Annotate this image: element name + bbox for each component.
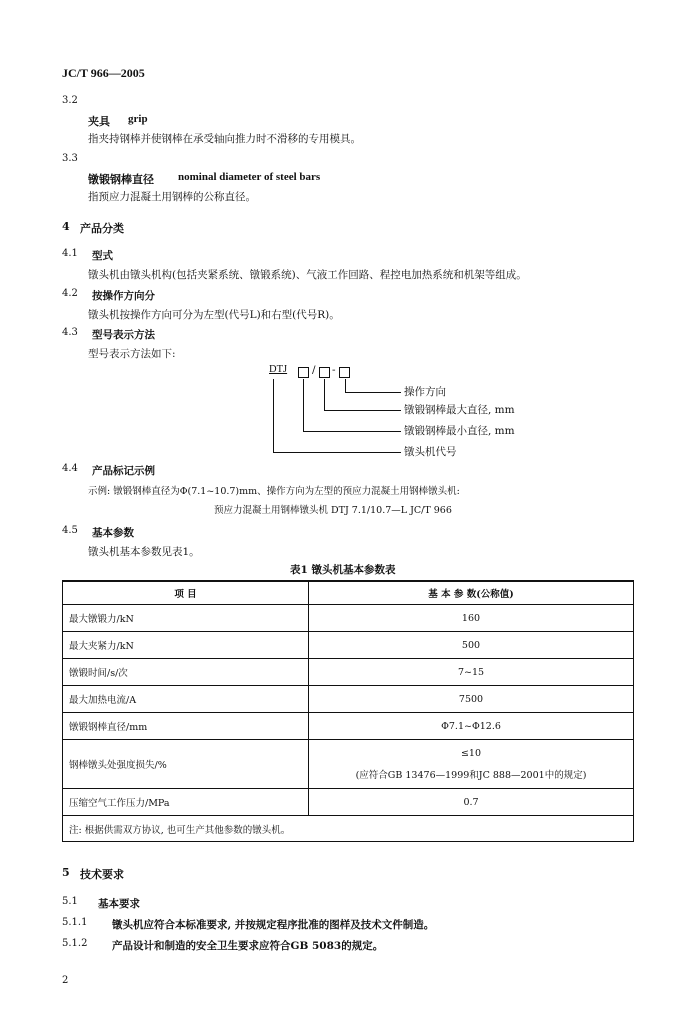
term-definition: 指预应力混凝土用钢棒的公称直径。	[88, 191, 256, 203]
table-row	[63, 632, 634, 659]
term-cn: 夹具	[88, 115, 110, 128]
clause-title: 按操作方向分	[92, 290, 155, 302]
leader-line	[345, 379, 346, 392]
clause-number: 3.3	[62, 153, 78, 164]
clause-body: 型号表示方法如下:	[88, 348, 176, 360]
param-value-note: (应符合GB 13476—1999和JC 888—2001中的规定)	[355, 769, 587, 781]
clause-title: 产品标记示例	[92, 465, 155, 477]
param-name: 钢棒镦头处强度损失/%	[63, 740, 309, 789]
param-name: 最大夹紧力/kN	[63, 632, 309, 659]
placeholder-box-max-diameter	[319, 367, 330, 378]
section-number: 4	[62, 220, 70, 233]
table-row	[63, 713, 634, 740]
table-note-row	[63, 816, 634, 842]
clause-title: 型式	[92, 250, 113, 262]
model-designation-diagram	[266, 364, 566, 464]
param-value: Φ7.1~Φ12.6	[309, 713, 634, 740]
standard-code: JC/T 966—2005	[62, 66, 145, 80]
leader-line	[345, 392, 401, 393]
clause-body: 镦头机应符合本标准要求, 并按规定程序批准的图样及技术文件制造。	[112, 919, 435, 931]
param-name: 最大镦锻力/kN	[63, 605, 309, 632]
clause-number: 4.1	[62, 248, 78, 259]
clause-number: 5.1	[62, 896, 78, 907]
placeholder-box-direction	[339, 367, 350, 378]
clause-number: 3.2	[62, 95, 78, 106]
section-title: 产品分类	[80, 222, 124, 235]
section-title: 技术要求	[80, 868, 124, 881]
example-text: 示例: 镦锻钢棒直径为Φ(7.1~10.7)mm、操作方向为左型的预应力混凝土用钢棒镦头机:	[88, 486, 460, 497]
clause-number: 4.2	[62, 288, 78, 299]
clause-title: 基本要求	[98, 898, 140, 910]
parameters-table	[62, 580, 634, 842]
leader-line	[273, 379, 274, 452]
clause-body: 产品设计和制造的安全卫生要求应符合GB 5083的规定。	[112, 940, 384, 952]
table-row	[63, 740, 634, 789]
clause-number: 4.4	[62, 463, 78, 474]
placeholder-box-min-diameter	[298, 367, 309, 378]
clause-number: 4.5	[62, 525, 78, 536]
label-operating-direction: 操作方向	[404, 386, 446, 398]
param-value: 160	[309, 605, 634, 632]
param-value: 7500	[309, 686, 634, 713]
clause-body: 镦头机按操作方向可分为左型(代号L)和右型(代号R)。	[88, 309, 340, 321]
clause-body: 镦头机基本参数见表1。	[88, 546, 200, 558]
table-row	[63, 686, 634, 713]
param-name: 镦锻钢棒直径/mm	[63, 713, 309, 740]
separator-slash: /	[312, 364, 316, 376]
clause-title: 型号表示方法	[92, 329, 155, 341]
leader-line	[324, 410, 401, 411]
leader-line	[303, 431, 401, 432]
label-min-diameter: 镦锻钢棒最小直径, mm	[404, 425, 515, 437]
table-row	[63, 659, 634, 686]
param-name: 镦锻时间/s/次	[63, 659, 309, 686]
param-value-main: ≤10	[460, 747, 482, 759]
leader-line	[303, 379, 304, 431]
clause-number: 5.1.1	[62, 917, 88, 928]
term-en: nominal diameter of steel bars	[178, 171, 321, 183]
param-name: 压缩空气工作压力/MPa	[63, 789, 309, 816]
param-value: 7~15	[309, 659, 634, 686]
clause-number: 5.1.2	[62, 938, 88, 949]
clause-body: 镦头机由镦头机构(包括夹紧系统、镦锻系统)、气液工作回路、程控电加热系统和机架等组成。	[88, 269, 527, 281]
table-note: 注: 根据供需双方协议, 也可生产其他参数的镦头机。	[63, 816, 634, 842]
param-value	[309, 740, 634, 789]
term-cn: 镦锻钢棒直径	[88, 173, 154, 186]
leader-line	[273, 452, 401, 453]
table-caption: 表1 镦头机基本参数表	[290, 564, 396, 576]
label-machine-code: 镦头机代号	[404, 446, 457, 458]
label-max-diameter: 镦锻钢棒最大直径, mm	[404, 404, 515, 416]
param-name: 最大加热电流/A	[63, 686, 309, 713]
clause-number: 4.3	[62, 327, 78, 338]
leader-line	[324, 379, 325, 410]
table-row	[63, 789, 634, 816]
param-value: 0.7	[309, 789, 634, 816]
term-en: grip	[128, 113, 148, 125]
table-row	[63, 605, 634, 632]
param-value: 500	[309, 632, 634, 659]
page-number: 2	[62, 975, 69, 986]
marking-example: 预应力混凝土用钢棒镦头机 DTJ 7.1/10.7—L JC/T 966	[214, 505, 452, 516]
section-number: 5	[62, 866, 70, 879]
column-header-item: 项 目	[63, 581, 309, 605]
model-code-prefix: DTJ	[269, 364, 288, 375]
clause-title: 基本参数	[92, 527, 134, 539]
separator-dash: -	[332, 364, 336, 376]
column-header-value: 基 本 参 数(公称值)	[309, 581, 634, 605]
term-definition: 指夹持钢棒并使钢棒在承受轴向推力时不滑移的专用模具。	[88, 133, 361, 145]
